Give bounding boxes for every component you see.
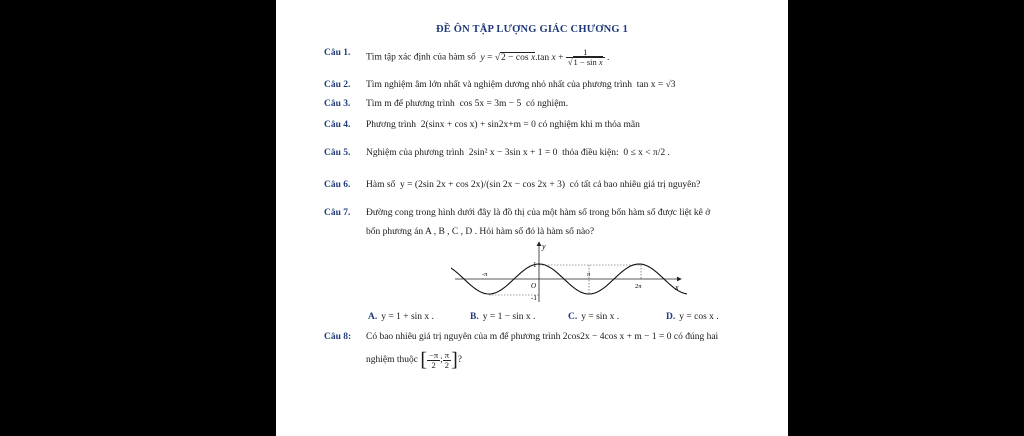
- question-label: Câu 5.: [324, 148, 351, 158]
- tick-label-pi: π: [587, 271, 591, 278]
- interval-right: $\frac{\pi}{2}$: [444, 349, 450, 370]
- question-tail: có nghiệm khi m thỏa mãn: [538, 120, 640, 130]
- question-text: Phương trình: [366, 120, 417, 130]
- option-letter: A.: [368, 312, 378, 322]
- interval-left: $\frac{-\pi}{2}$: [429, 349, 439, 370]
- question-text: Tìm tập xác định của hàm số: [366, 52, 476, 63]
- question-formula: cos 5x = 3m − 5: [459, 99, 522, 109]
- question-formula: y = (2sin 2x + cos 2x)/(sin 2x − cos 2x + 3): [400, 180, 566, 190]
- question-line-2: nghiệm thuộc: [366, 355, 418, 366]
- option-value: y = 1 + sin x .: [381, 312, 434, 322]
- tick-label-2pi: 2π: [635, 283, 642, 290]
- question-label: Câu 8:: [324, 332, 352, 342]
- question-tail: có nghiệm.: [525, 99, 569, 109]
- question-line-1: Đường cong trong hình dưới đây là đồ thị của một hàm số trong bốn hàm số được liệt kê ở: [366, 208, 711, 218]
- question-text: Nghiệm của phương trình: [366, 148, 465, 158]
- option-d[interactable]: [666, 312, 719, 322]
- option-letter: D.: [666, 312, 676, 322]
- tick-label-1: 1: [533, 261, 537, 269]
- option-value: y = cos x .: [679, 312, 719, 322]
- option-letter: C.: [568, 312, 578, 322]
- option-value: y = sin x .: [581, 312, 620, 322]
- option-letter: B.: [470, 312, 479, 322]
- option-b[interactable]: [470, 312, 535, 322]
- question-end: ?: [457, 355, 462, 366]
- origin-label: O: [531, 282, 537, 290]
- option-a[interactable]: [368, 312, 434, 322]
- question-text: Hàm số: [366, 180, 396, 190]
- question-tail: có tất cả bao nhiêu giá trị nguyên?: [569, 180, 701, 190]
- question-formula: y = √2 − cos x.tan x + $\frac{1}{\text{√1 − sin x}}$ .: [480, 47, 610, 67]
- question-label: Câu 2.: [324, 80, 351, 90]
- question-line-2: bốn phương án A , B , C , D . Hỏi hàm số đó là hàm số nào?: [366, 227, 595, 237]
- question-label: Câu 7.: [324, 208, 351, 218]
- question-formula: tan x = √3: [636, 80, 676, 90]
- document-title: ĐỀ ÔN TẬP LƯỢNG GIÁC CHƯƠNG 1: [435, 24, 629, 35]
- question-label: Câu 6.: [324, 180, 351, 190]
- tick-label-minus-1: -1: [531, 294, 537, 302]
- question-label: Câu 3.: [324, 99, 351, 109]
- question-text: Tìm nghiệm âm lớn nhất và nghiệm dương nhỏ nhất của phương trình: [366, 80, 632, 90]
- option-value: y = 1 − sin x .: [482, 312, 536, 322]
- y-axis-label: y: [542, 242, 546, 251]
- question-formula: 2(sinx + cos x) + sin2x+m = 0: [420, 120, 536, 130]
- question-line-1: Có bao nhiêu giá trị nguyên của m để phương trình 2cos2x − 4cos x + m − 1 = 0 có đúng hai: [366, 332, 719, 342]
- tick-label-minus-pi: -π: [482, 271, 488, 278]
- option-c[interactable]: [568, 312, 619, 322]
- question-label: Câu 1.: [324, 48, 351, 58]
- x-axis-label: x: [675, 283, 679, 292]
- document-page: ĐỀ ÔN TẬP LƯỢNG GIÁC CHƯƠNG 1 Câu 1. Tìm tập xác định của hàm số y = √2 − cos x.tan x + $\frac{1}{\text{√1 − sin x}}$ . Câu 2. Tìm nghiệm âm lớn nhất và nghiệm dương nhỏ nhất của phương trình tan x = √3 Câu 3. Tìm m để phương trình cos 5x = 3m − 5 có nghiệm. Câu 4. Phương trình 2(sinx + cos x) + sin2x+m = 0 có nghiệm khi m thỏa mãn Câu 5. Nghiệm của phương trình 2sin² x − 3sin x + 1 = 0 thỏa điều kiện: 0 ≤ x < π/2 . Câu 6. Hàm số y = (2sin 2x + cos 2x)/(sin 2x − cos 2x + 3) có tất cả bao nhiêu giá trị nguyên? Câu 7. Đường cong trong hình dưới đây là đồ thị của một hàm số trong bốn hàm số được liệt kê ở bốn phương án A , B , C , D . Hỏi hàm số đó là hàm số nào? y x O 1 -1 -π π 2π A. y = 1 + sin x . B. y = 1 − sin x . C. y = sin x . D. y = cos x . Câu 8: Có bao nhiêu giá trị nguyên của m để phương trình 2cos2x − 4cos x + m − 1 = 0 có đúng hai nghiệm thuộc [ $\frac{-\pi}{2}$ ; $\frac{\pi}{2}$ ]?: [276, 0, 788, 436]
- question-condition: 0 ≤ x < π/2: [623, 148, 666, 158]
- cosine-graph: [451, 238, 691, 304]
- question-text: Tìm m để phương trình: [366, 99, 455, 109]
- question-formula: 2sin² x − 3sin x + 1 = 0: [468, 148, 558, 158]
- question-tail: thỏa điều kiện:: [562, 148, 619, 158]
- question-label: Câu 4.: [324, 120, 351, 130]
